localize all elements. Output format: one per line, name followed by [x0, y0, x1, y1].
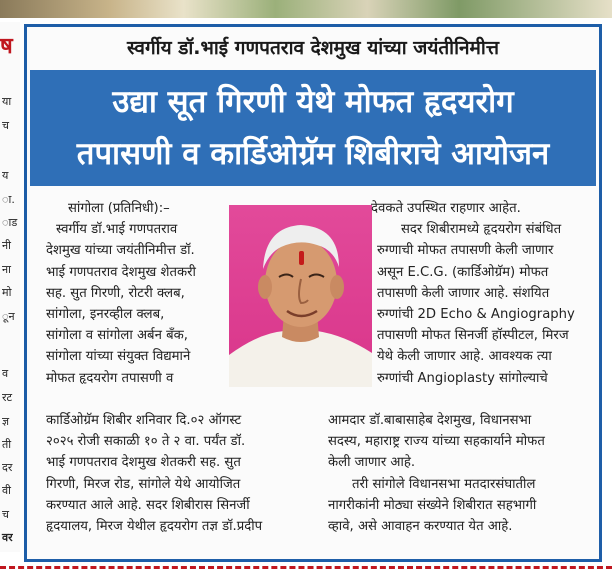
text-line: तरी सांगोले विधानसभा मतदारसंघातील [352, 476, 536, 492]
text-line: हृदयालय, मिरज येथील हृदयरोग तज्ञ डॉ.प्रदीप [46, 518, 263, 534]
side-fragment: वर [2, 531, 13, 544]
text-line: सदस्य, महाराष्ट्र राज्य यांच्या सहकार्याने मोफत [328, 434, 545, 450]
side-fragment: या [2, 95, 12, 108]
portrait-illustration [229, 205, 372, 387]
text-line: सांगोला यांच्या संयुक्त विद्यमाने [46, 349, 191, 365]
headline-line-1: उद्या सूत गिरणी येथे मोफत हृदयरोग [112, 84, 514, 120]
text-line: देशमुख यांच्या जयंतीनिमीत्त डॉ. [46, 243, 195, 259]
side-fragment: ना [2, 263, 11, 276]
text-line: कार्डिओग्रॅम शिबीर शनिवार दि.०२ ऑगस्ट [46, 413, 242, 428]
portrait-photo [229, 205, 372, 387]
text-line: करण्यात आले आहे. सदर शिबीरास सिनर्जी [46, 497, 250, 513]
side-fragment: ून [2, 310, 15, 323]
side-fragment: ष [0, 34, 13, 59]
text-line: असून E.C.G. (कार्डिओग्रॅम) मोफत [377, 264, 549, 280]
text-line: तपासणी मोफत सिनर्जी हॉस्पीटल, मिरज [377, 328, 569, 344]
text-line: येथे केली जाणार आहे. आवश्यक त्या [377, 349, 552, 365]
side-fragment: ाड [2, 216, 18, 229]
side-fragment: च [2, 119, 9, 132]
article-column-right-wide [328, 410, 594, 537]
bottom-divider [0, 566, 612, 569]
side-fragment: ा. [2, 193, 15, 206]
side-fragment: मो [2, 286, 12, 299]
text-line: भाई गणपतराव देशमुख शेतकरी [46, 264, 196, 280]
article-column-right [371, 198, 593, 389]
article-column-left-wide [46, 410, 316, 537]
text-line: सांगोला (प्रतिनिधी):– [68, 201, 170, 216]
side-fragment: ती [2, 438, 12, 451]
side-fragment: रट [2, 391, 13, 404]
side-fragment: वी [2, 484, 11, 497]
text-line: सांगोला व सांगोला अर्बन बँक, [46, 328, 188, 344]
text-line: गिरणी, मिरज रोड, सांगोले येथे आयोजित [46, 476, 241, 492]
text-line: २०२५ रोजी सकाळी १० ते २ वा. पर्यंत डॉ. [46, 434, 246, 450]
text-line: सांगोला, इनरव्हील क्लब, [46, 306, 165, 322]
text-line: केली जाणार आहे. [328, 455, 416, 471]
text-line: नागरीकांनी मोठ्या संख्येने शिबीरात सहभागी [328, 497, 537, 513]
side-fragment: ज्ञ [2, 415, 10, 428]
text-line: सदर शिबीरामध्ये हृदयरोग संबंधित [401, 222, 562, 238]
side-fragment: नी [2, 239, 11, 252]
text-line: रुग्णांची 2D Echo & Angiography [377, 306, 575, 322]
article-column-left [46, 198, 226, 389]
side-fragment: दर [2, 461, 13, 474]
text-line: रुग्णांची Angioplasty सांगोल्याचे [377, 370, 548, 386]
adjacent-column-fragment [0, 22, 20, 552]
text-line: व्हावे, असे आवाहन करण्यात येत आहे. [328, 518, 513, 534]
text-line: भाई गणपतराव देशमुख शेतकरी सह. सुत [46, 455, 241, 471]
text-line: रुग्णाची मोफत तपासणी केली जाणार [377, 243, 554, 259]
side-fragment: व [2, 367, 9, 380]
headline-banner [30, 70, 596, 186]
top-photo-strip [0, 0, 612, 18]
text-line: मोफत हृदयरोग तपासणी व [46, 370, 174, 386]
text-line: स्वर्गीय डॉ.भाई गणपतराव [56, 222, 178, 238]
headline-line-2: तपासणी व कार्डिओग्रॅम शिबीराचे आयोजन [76, 136, 550, 172]
text-line: सह. सुत गिरणी, रोटरी क्लब, [46, 285, 185, 301]
side-fragment: य [2, 169, 9, 182]
text-line: देवकते उपस्थित राहणार आहेत. [371, 201, 521, 216]
side-fragment: च [2, 508, 9, 521]
text-line: आमदार डॉ.बाबासाहेब देशमुख, विधानसभा [328, 413, 532, 428]
text-line: तपासणी केली जाणार आहे. संशयित [377, 285, 550, 301]
article-kicker: स्वर्गीय डॉ.भाई गणपतराव देशमुख यांच्या जयंतीनिमीत्त [127, 37, 499, 59]
